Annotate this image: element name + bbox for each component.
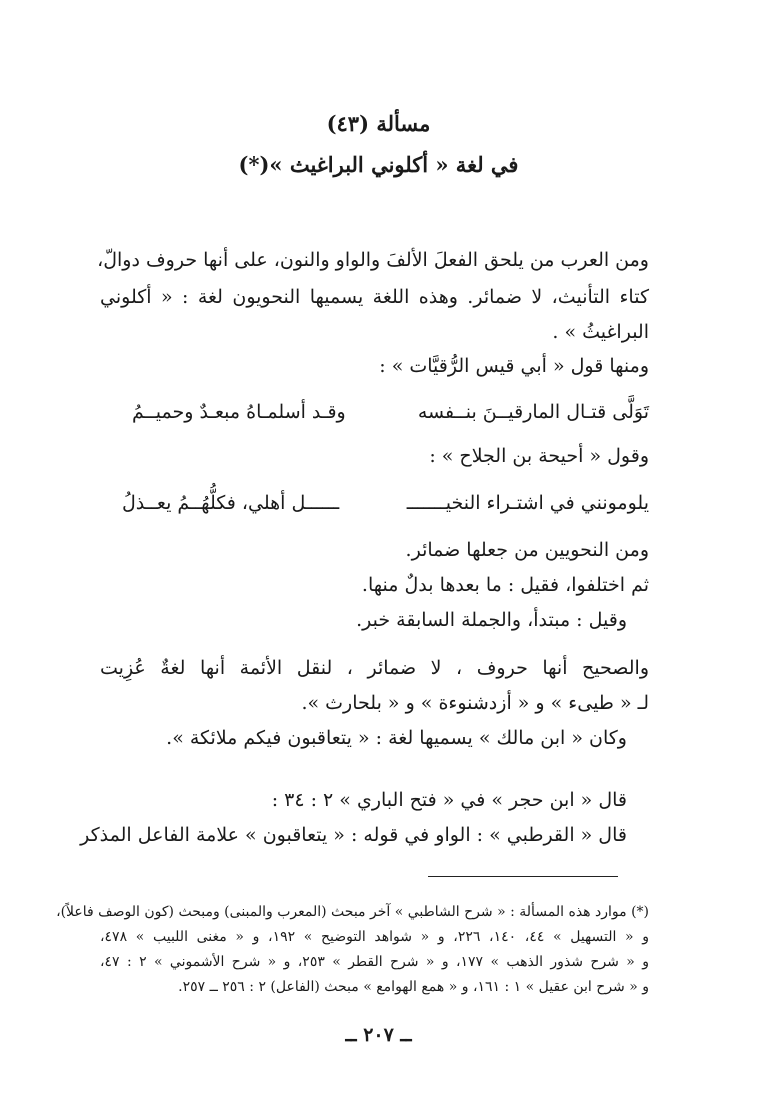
paragraph-line: قال « القرطبي » : الواو في قوله : « يتعاقبون » علامة الفاعل المذكر <box>80 824 627 846</box>
paragraph-line: كتاء التأنيث، لا ضمائر. وهذه اللغة يسميها النحويون لغة : « أكلوني <box>100 286 649 308</box>
paragraph-line: ومن العرب من يلحق الفعلَ الألفَ والواو والنون، على أنها حروف دوالّ، <box>97 249 649 271</box>
page-number: ــ ٢٠٧ ــ <box>345 1024 412 1046</box>
chapter-title: مسألة (٤٣) <box>326 111 431 136</box>
paragraph-line: وقيل : مبتدأ، والجملة السابقة خبر. <box>356 609 627 631</box>
paragraph-line: لـ « طيىء » و « أزدشنوءة » و « بلحارث ». <box>301 692 649 714</box>
verse-hemistich-first: تَوَلَّى قتـال المارقيــنَ بنــفسه <box>417 401 649 423</box>
verse-hemistich-first: يلومونني في اشتـراء النخيـــــــ <box>406 492 649 514</box>
footnote-line: و « التسهيل » ٤٤، ١٤٠، ٢٢٦، و « شواهد التوضيح » ١٩٢، و « مغنى اللبيب » ٤٧٨، <box>100 929 650 945</box>
verse-hemistich-second: وقـد أسلمـاهُ مبعـدٌ وحميــمُ <box>132 401 346 423</box>
verse-hemistich-second: ــــــل أهلي، فكلُّهُــمُ يعــذلُ <box>122 492 340 514</box>
paragraph-line: قال « ابن حجر » في « فتح الباري » ٢ : ٣٤ : <box>271 789 627 811</box>
footnote-line: (*) موارد هذه المسألة : « شرح الشاطبي » آخر مبحث (المعرب والمبنى) ومبحث (كون الوصف فاعلاً)، <box>56 904 649 920</box>
paragraph-line: وكان « ابن مالك » يسميها لغة : « يتعاقبون فيكم ملائكة ». <box>166 727 627 749</box>
footnote-divider <box>428 876 618 877</box>
paragraph-line: والصحيح أنها حروف ، لا ضمائر ، لنقل الأئمة أنها لغةٌ عُزِيت <box>100 657 649 679</box>
footnote-line: و « شرح ابن عقيل » ١ : ١٦١، و « همع الهوامع » مبحث (الفاعل) ٢ : ٢٥٦ ــ ٢٥٧. <box>178 979 649 995</box>
chapter-subtitle: في لغة « أكلوني البراغيث »(*) <box>238 152 519 177</box>
paragraph-line: البراغيثُ » . <box>552 321 649 343</box>
paragraph-line: ثم اختلفوا، فقيل : ما بعدها بدلٌ منها. <box>361 574 649 596</box>
paragraph-line: ومن النحويين من جعلها ضمائر. <box>405 539 649 561</box>
paragraph-line: وقول « أحيحة بن الجلاح » : <box>429 445 649 467</box>
footnote-line: و « شرح شذور الذهب » ١٧٧، و « شرح القطر » ٢٥٣، و « شرح الأشموني » ٢ : ٤٧، <box>100 954 649 970</box>
paragraph-line: ومنها قول « أبي قيس الرُّقيَّات » : <box>379 355 649 377</box>
